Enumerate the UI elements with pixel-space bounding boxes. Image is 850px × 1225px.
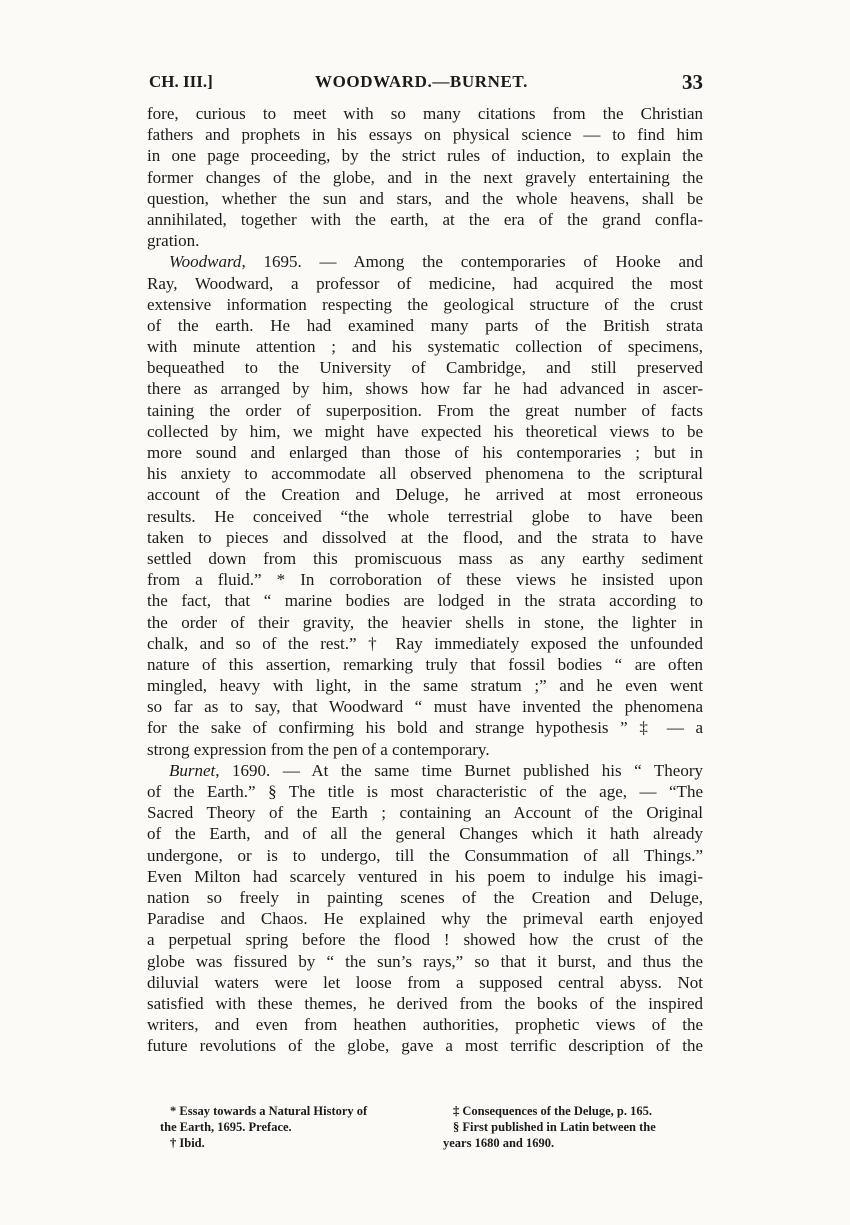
text-line: fathers and prophets in his essays on physical science — to find him xyxy=(147,125,703,145)
text-line: of the Earth, and of all the general Changes which it hath already xyxy=(147,824,703,844)
footnote-line: ‡ Consequences of the Deluge, p. 165. xyxy=(453,1104,652,1118)
text-line: diluvial waters were let loose from a supposed central abyss. Not xyxy=(147,972,703,992)
section-heading-name: Woodward xyxy=(169,252,242,272)
text-line: globe was fissured by “ the sun’s rays,” so that it burst, and thus the xyxy=(147,951,703,971)
footnote-line: * Essay towards a Natural History of xyxy=(170,1104,368,1118)
text-line: his anxiety to accommodate all observed phenomena to the scriptural xyxy=(147,464,703,484)
text-line: fore, curious to meet with so many citations from the Christian xyxy=(147,104,703,123)
text-line: of the Earth.” § The title is most characteristic of the age, — “The xyxy=(147,782,703,801)
text-line: Even Milton had scarcely ventured in his poem to indulge his imagi- xyxy=(147,866,703,886)
footnote-line: the Earth, 1695. Preface. xyxy=(160,1120,292,1134)
text-line: former changes of the globe, and in the next gravely entertaining the xyxy=(147,167,703,187)
text-line: in one page proceeding, by the strict rules of induction, to explain the xyxy=(147,146,703,166)
text-line: nation so freely in painting scenes of the Creation and Deluge, xyxy=(147,887,703,907)
text-line: account of the Creation and Deluge, he arrived at most erroneous xyxy=(147,485,703,505)
text-line: gration. xyxy=(147,231,200,251)
body-text xyxy=(147,103,703,1056)
text-line: mingled, heavy with light, in the same stratum ;” and he even went xyxy=(147,676,703,696)
footnote-line: † Ibid. xyxy=(170,1136,205,1150)
text-line: question, whether the sun and stars, and the whole heavens, shall be xyxy=(147,188,703,208)
text-line: bequeathed to the University of Cambridge, and still preserved xyxy=(147,358,703,378)
text-line: strong expression from the pen of a contemporary. xyxy=(147,739,490,759)
text-line: so far as to say, that Woodward “ must have invented the phenomena xyxy=(147,697,703,717)
text-line: with minute attention ; and his systematic collection of specimens, xyxy=(147,337,703,357)
chapter-label: CH. III.] xyxy=(149,72,213,91)
footnote-line: years 1680 and 1690. xyxy=(443,1136,555,1150)
text-line: collected by him, we might have expected his theoretical views to be xyxy=(147,421,703,441)
text-line: for the sake of confirming his bold and strange hypothesis ” ‡ — a xyxy=(147,718,703,738)
text-line: from a fluid.” * In corroboration of these views he insisted upon xyxy=(147,570,703,590)
text-line: of the earth. He had examined many parts of the British strata xyxy=(147,315,703,335)
text-line: satisfied with these themes, he derived from the books of the inspired xyxy=(147,993,703,1013)
text-line: chalk, and so of the rest.” † Ray immediately exposed the unfounded xyxy=(147,633,703,653)
text-line: a perpetual spring before the flood ! showed how the crust of the xyxy=(147,930,703,950)
running-header xyxy=(149,72,709,96)
section-heading-name: Burnet xyxy=(169,760,216,780)
text-line: Paradise and Chaos. He explained why the primeval earth enjoyed xyxy=(147,909,703,929)
text-line: nature of this assertion, remarking truly that fossil bodies “ are often xyxy=(147,654,703,674)
text-line: undergone, or is to undergo, till the Consummation of all Things.” xyxy=(147,845,703,865)
text-line: there as arranged by him, shows how far he had advanced in ascer- xyxy=(147,379,703,399)
text-line: taken to pieces and dissolved at the flood, and the strata to have xyxy=(147,527,703,547)
text-line: annihilated, together with the earth, at the era of the grand confla- xyxy=(147,209,703,229)
text-line: writers, and even from heathen authorities, prophetic views of the xyxy=(147,1015,703,1035)
text-line: settled down from this promiscuous mass as any earthy sediment xyxy=(147,548,703,568)
text-line: the fact, that “ marine bodies are lodged in the strata according to xyxy=(147,591,703,611)
text-line: the order of their gravity, the heavier shells in stone, the lighter in xyxy=(147,612,703,632)
text-line: extensive information respecting the geological structure of the crust xyxy=(147,294,703,314)
text-line: Sacred Theory of the Earth ; containing an Account of the Original xyxy=(147,803,703,823)
page-number: 33 xyxy=(682,70,703,94)
text-line: Ray, Woodward, a professor of medicine, had acquired the most xyxy=(147,273,703,293)
text-line: more sound and enlarged than those of his contemporaries ; but in xyxy=(147,443,703,462)
section-burnet-line: Burnet, 1690. — At the same time Burnet published his “ Theory xyxy=(169,760,703,780)
text-line: taining the order of superposition. From the great number of facts xyxy=(147,400,703,420)
text-line: results. He conceived “the whole terrestrial globe to have been xyxy=(147,506,703,526)
footnote-line: § First published in Latin between the xyxy=(453,1120,656,1134)
text-line: future revolutions of the globe, gave a most terrific description of the xyxy=(147,1036,703,1056)
footnotes-right-column xyxy=(443,1103,705,1151)
footnotes-left-column xyxy=(160,1103,430,1151)
running-title: WOODWARD.—BURNET. xyxy=(315,72,528,91)
section-woodward-line: Woodward, 1695. — Among the contemporaries of Hooke and xyxy=(169,252,703,272)
